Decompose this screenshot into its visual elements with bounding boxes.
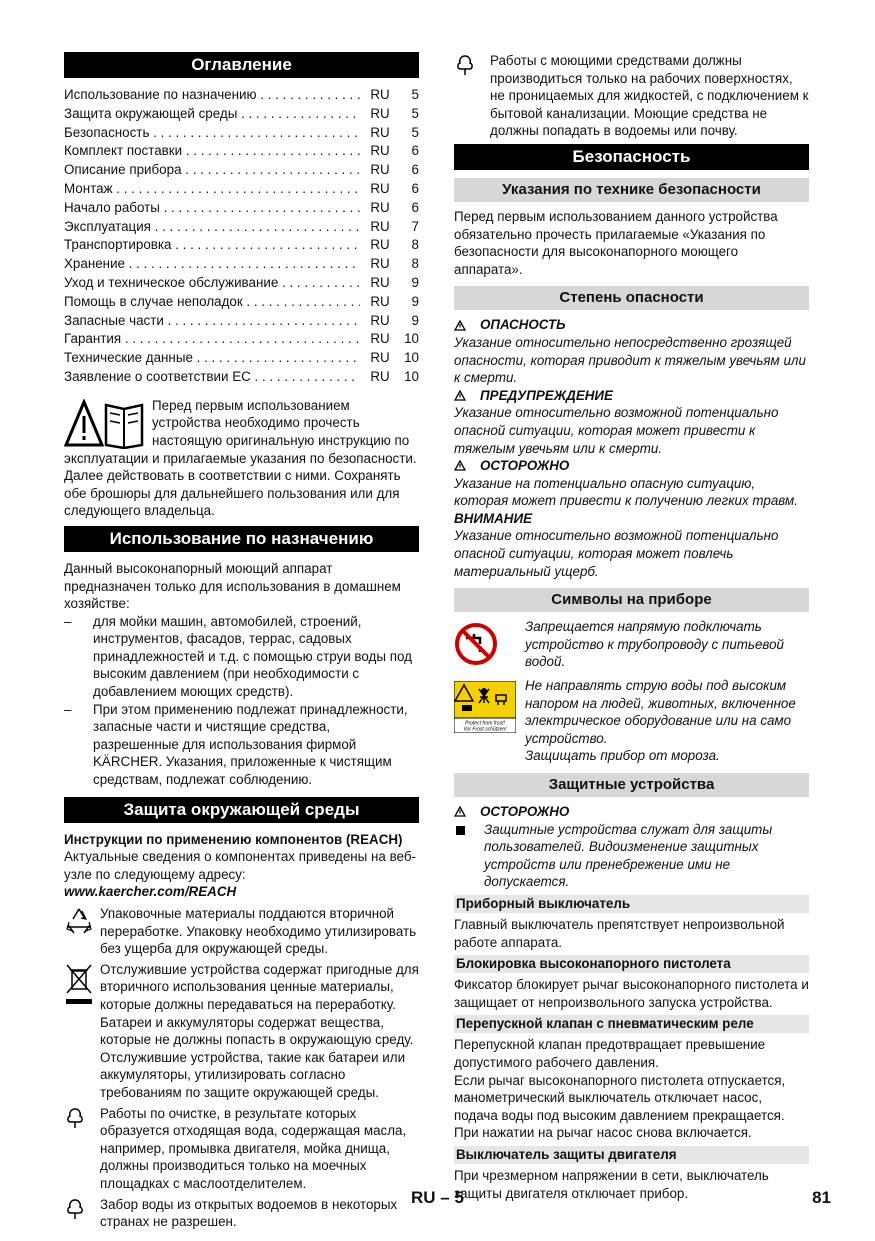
reach-text: Актуальные сведения о компонентах приведены на веб-узле по следующему адресу: (64, 849, 416, 882)
bypass-valve-heading: Перепускной клапан с пневматическим реле (454, 1015, 809, 1033)
toc-entry-title: Эксплуатация . . . (64, 218, 360, 237)
list-item: – для мойки машин, автомобилей, строений, инструментов, фасадов, террас, садовых принадлежностей и т.д. с помощью струи воды под высоким давлением (при необходимости с добавлением моющих средств). (64, 613, 419, 701)
toc-entry-page: 5 (411, 105, 419, 121)
toc-entry-lang: RU (370, 331, 390, 347)
toc-entry-page: 9 (411, 293, 419, 309)
environment-drop-icon (64, 1107, 86, 1129)
devices-bullet: Защитные устройства служат для защиты пользователей. Видоизменение защитных устройств или пренебрежение ими не допускается. (454, 821, 809, 891)
do-not-spray-warning-label-icon (454, 681, 516, 733)
motor-protection-text: При чрезмерном напряжении в сети, выключатель защиты двигателя отключает прибор. (454, 1167, 769, 1201)
env-item-oil (64, 1105, 419, 1193)
intended-use-heading: Использование по назначению (64, 526, 419, 552)
right-column (454, 52, 809, 1202)
env-text: Работы по очистке, в результате которых образуется отходящая вода, содержащая масла, например, промывка двигателя, мойка днища, должны производиться только на моечных площадках с маслоотделителем. (100, 1105, 407, 1191)
device-symbols-heading: Символы на приборе (454, 588, 809, 612)
toc-entry-title: Защита окружающей среды . . . (64, 105, 360, 124)
toc-row (64, 180, 419, 199)
toc-row (64, 142, 419, 161)
toc-entry-lang: RU (370, 256, 390, 272)
toc-row (64, 274, 419, 293)
table-of-contents (64, 86, 419, 387)
toc-entry-page: 5 (411, 124, 419, 140)
toc-entry-page: 8 (411, 237, 419, 253)
toc-entry-lang: RU (370, 274, 390, 290)
toc-row (64, 293, 419, 312)
list-item: – При этом применению подлежат принадлежности, запасные части и чистящие средства, разрешенные для использования фирмой KÄRCHER. Указания, приложенные к чистящим средствам, подлежат соблюдению. (64, 701, 419, 789)
left-column (64, 52, 419, 1234)
toc-row (64, 255, 419, 274)
toc-entry-title: Начало работы . . . (64, 199, 360, 218)
toc-row (64, 105, 419, 124)
hazard-label-caution: ОСТОРОЖНО (454, 457, 809, 475)
toc-row (64, 161, 419, 180)
footer-section-label: RU – 5 (411, 1188, 464, 1207)
environment-heading: Защита окружающей среды (64, 797, 419, 823)
hazard-text-caution: Указание на потенциально опасную ситуацию, которая может привести к получению легких травм. (454, 475, 798, 509)
warning-triangle-icon (454, 390, 466, 401)
toc-entry-lang: RU (370, 218, 390, 234)
warning-triangle-icon (454, 806, 466, 817)
toc-entry-page: 9 (411, 312, 419, 328)
recycling-icon (64, 907, 94, 935)
notice-text: Перед первым использованием устройства необходимо прочесть настоящую оригинальную инструкцию по эксплуатации и прилагаемые указания по безопасности. Далее действовать в соответствии с ними. Сохранять обе брошюры для дальнейшего пользования или для следующего владельца. (64, 397, 417, 519)
toc-entry-title: Гарантия . . . (64, 330, 360, 349)
toc-row (64, 124, 419, 143)
toc-entry-lang: RU (370, 368, 390, 384)
hazard-text-attention: Указание относительно возможной потенциально опасной ситуации, которая может повлечь материальный ущерб. (454, 528, 779, 579)
env-text: Работы с моющими средствами должны производиться только на рабочих поверхностях, не проницаемых для жидкостей, с подключением к бытовой канализации. Моющие средства не должны попадать в водоемы или почву. (490, 53, 809, 139)
toc-row (64, 218, 419, 237)
env-item-recycling (64, 905, 419, 958)
toc-row (64, 86, 419, 105)
toc-entry-page: 7 (411, 218, 419, 234)
toc-entry-title: Монтаж . . . (64, 180, 360, 199)
toc-row (64, 199, 419, 218)
toc-entry-lang: RU (370, 162, 390, 178)
symbol-no-spray-people: Protect from frost! Vor Frost schützen! Не направлять струю воды под высоким напором на людей, животных, включенное электрическое оборудование или на само устройство. Защищать прибор от мороза. (454, 677, 809, 765)
warning-triangle-icon (454, 320, 466, 331)
toc-entry-page: 10 (404, 368, 419, 384)
toc-entry-page: 5 (411, 87, 419, 102)
toc-entry-lang: RU (370, 293, 390, 309)
toc-entry-page: 10 (404, 331, 419, 347)
warning-triangle-icon (454, 460, 466, 471)
no-drinking-water-connection-icon (454, 622, 498, 666)
device-switch-text: Главный выключатель препятствует непроизвольной работе аппарата. (454, 916, 785, 950)
safety-instructions-text: Перед первым использованием данного устройства обязательно прочесть прилагаемые «Указания по безопасности для высоконапорного моющего аппарата». (454, 208, 778, 277)
toc-row (64, 312, 419, 331)
toc-heading: Оглавление (64, 52, 419, 78)
intended-use-intro: Данный высоконапорный моющий аппарат предназначен только для использования в домашнем хозяйстве: (64, 560, 401, 612)
symbol-no-drinking-water: Запрещается напрямую подключать устройство к трубопроводу с питьевой водой. (454, 618, 809, 671)
svg-text:Protect from frost!: Protect from frost! (465, 720, 505, 727)
hazard-label-attention: ВНИМАНИЕ (454, 510, 533, 526)
toc-entry-lang: RU (370, 87, 390, 102)
toc-entry-page: 6 (411, 143, 419, 159)
toc-entry-lang: RU (370, 180, 390, 196)
devices-caution-label: ОСТОРОЖНО (454, 803, 809, 821)
protective-devices-heading: Защитные устройства (454, 773, 809, 797)
toc-entry-title: Использование по назначению . . . (64, 86, 360, 105)
toc-entry-title: Транспортировка . . . (64, 236, 360, 255)
toc-entry-title: Заявление о соответствии ЕС . . . (64, 368, 360, 387)
hazard-levels-heading: Степень опасности (454, 286, 809, 310)
reach-heading: Инструкции по применению компонентов (REACH) (64, 831, 403, 847)
environment-drop-icon (454, 54, 476, 76)
hazard-text-danger: Указание относительно непосредственно грозящей опасности, которая приводит к тяжелым увечьям или к смерти. (454, 334, 806, 386)
env-text: Забор воды из открытых водоемов в некоторых странах не разрешен. (100, 1196, 398, 1230)
bypass-valve-text-1: Перепускной клапан предотвращает превышение допустимого рабочего давления. (454, 1037, 766, 1070)
toc-entry-lang: RU (370, 199, 390, 215)
toc-entry-page: 6 (411, 162, 419, 178)
env-item-detergents (454, 52, 809, 140)
env-item-disposal (64, 961, 419, 1102)
gun-lock-text: Фиксатор блокирует рычаг высоконапорного пистолета и защищает от непроизвольного запуска устройства. (454, 977, 809, 1010)
toc-row (64, 330, 419, 349)
toc-entry-title: Уход и техническое обслуживание . . . (64, 274, 360, 293)
hazard-label-warning: ПРЕДУПРЕЖДЕНИЕ (454, 387, 809, 405)
toc-entry-title: Помощь в случае неполадок . . . (64, 293, 360, 312)
bypass-valve-text-2: Если рычаг высоконапорного пистолета отпускается, манометрический выключатель отключает насос, подача воды под высоким давлением прекращается. При нажатии на рычаг насос снова включается. (454, 1072, 786, 1141)
toc-entry-lang: RU (370, 312, 390, 328)
toc-entry-page: 6 (411, 199, 419, 215)
env-text: Отслужившие устройства содержат пригодные для вторичного использования ценные материалы, которые должны передаваться на переработку. Батареи и аккумуляторы содержат вещества, которые не должны попасть в окружающую среду. Отслужившие устройства, такие как батареи или аккумуляторы, утилизировать согласно требованиям по защите окружающей среды. (100, 961, 419, 1100)
gun-lock-heading: Блокировка высоконапорного пистолета (454, 955, 809, 973)
toc-entry-lang: RU (370, 124, 390, 140)
toc-entry-title: Хранение . . . (64, 255, 360, 274)
toc-entry-page: 9 (411, 274, 419, 290)
toc-entry-lang: RU (370, 350, 390, 366)
read-manual-notice (64, 397, 419, 520)
hazard-text-warning: Указание относительно возможной потенциально опасной ситуации, которая может привести к тяжелым увечьям или к смерти. (454, 405, 779, 456)
toc-row (64, 236, 419, 255)
device-switch-heading: Приборный выключатель (454, 895, 809, 913)
toc-entry-title: Запасные части . . . (64, 312, 360, 331)
hazard-label-danger: ОПАСНОСТЬ (454, 316, 809, 334)
toc-entry-title: Безопасность . . . (64, 124, 360, 143)
toc-row (64, 368, 419, 387)
toc-entry-page: 8 (411, 256, 419, 272)
toc-entry-lang: RU (370, 105, 390, 121)
safety-instructions-heading: Указания по технике безопасности (454, 178, 809, 202)
svg-text:Vor Frost schützen!: Vor Frost schützen! (463, 726, 507, 733)
crossed-bin-icon (64, 963, 94, 1005)
env-text: Упаковочные материалы поддаются вторичной переработке. Упаковку необходимо утилизировать без ущерба для окружающей среды. (100, 906, 417, 957)
toc-entry-page: 10 (404, 350, 419, 366)
toc-row (64, 349, 419, 368)
toc-entry-title: Технические данные . . . (64, 349, 360, 368)
toc-entry-lang: RU (370, 143, 390, 159)
motor-protection-heading: Выключатель защиты двигателя (454, 1146, 809, 1164)
read-manual-warning-icon (64, 399, 146, 449)
toc-entry-page: 6 (411, 180, 419, 196)
intended-use-list (64, 613, 419, 789)
footer-page-number: 81 (812, 1188, 831, 1207)
toc-entry-lang: RU (370, 237, 390, 253)
toc-entry-title: Описание прибора . . . (64, 161, 360, 180)
reach-url: www.kaercher.com/REACH (64, 884, 237, 900)
toc-entry-title: Комплект поставки . . . (64, 142, 360, 161)
safety-heading: Безопасность (454, 144, 809, 170)
